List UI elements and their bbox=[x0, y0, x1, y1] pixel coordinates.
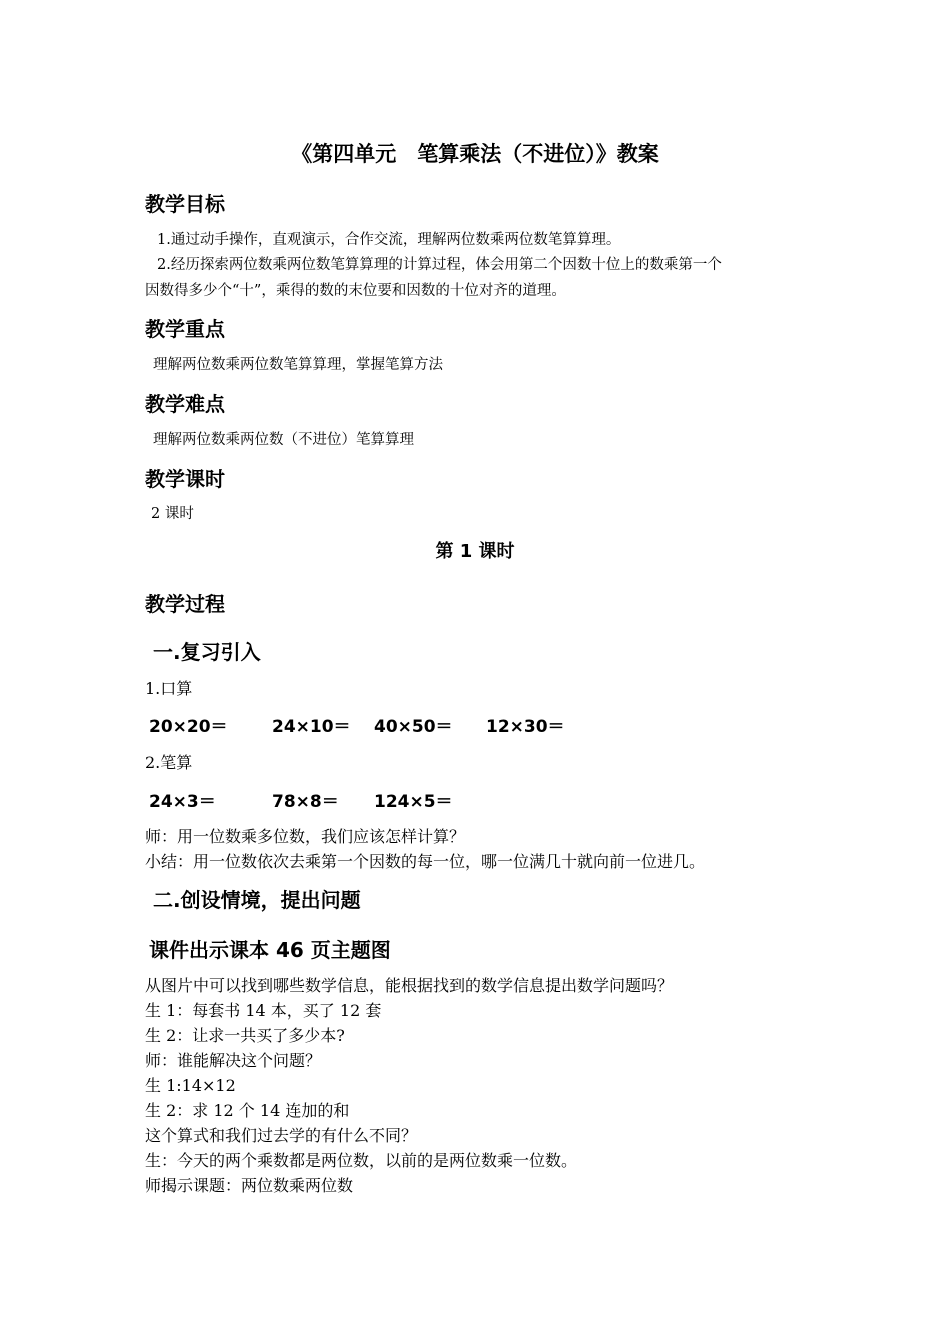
dialog-line: 生：今天的两个乘数都是两位数，以前的是两位数乘一位数。 bbox=[145, 1151, 578, 1170]
summary-text: 小结：用一位数依次去乘第一个因数的每一位，哪一位满几十就向前一位进几。 bbox=[145, 852, 706, 871]
objectives-heading: 教学目标 bbox=[145, 192, 225, 216]
dialog-line: 师揭示课题：两位数乘两位数 bbox=[145, 1176, 354, 1195]
objective-line-1: 1.通过动手操作，直观演示，合作交流，理解两位数乘两位数笔算算理。 bbox=[157, 232, 621, 248]
oral-label: 1.口算 bbox=[145, 679, 193, 698]
written-item-3: 124×5＝ bbox=[374, 792, 453, 812]
key-point-heading: 教学重点 bbox=[145, 317, 225, 341]
courseware-heading: 课件出示课本 46 页主题图 bbox=[149, 938, 391, 962]
written-item-1: 24×3＝ bbox=[149, 792, 216, 812]
difficulty-text: 理解两位数乘两位数（不进位）笔算算理 bbox=[153, 432, 414, 448]
oral-item-4: 12×30＝ bbox=[486, 717, 565, 737]
dialog-line: 从图片中可以找到哪些数学信息，能根据找到的数学信息提出数学问题吗？ bbox=[145, 976, 674, 995]
oral-item-2: 24×10＝ bbox=[272, 717, 351, 737]
process-heading: 教学过程 bbox=[145, 592, 225, 616]
difficulty-heading: 教学难点 bbox=[145, 392, 225, 416]
oral-item-1: 20×20＝ bbox=[149, 717, 228, 737]
section1-heading: 一.复习引入 bbox=[153, 640, 261, 664]
dialog-line: 师：谁能解决这个问题？ bbox=[145, 1051, 322, 1070]
written-label: 2.笔算 bbox=[145, 753, 193, 772]
lesson-title: 第 1 课时 bbox=[435, 541, 515, 562]
written-item-2: 78×8＝ bbox=[272, 792, 339, 812]
objective-line-2b: 因数得多少个“十”，乘得的数的末位要和因数的十位对齐的道理。 bbox=[145, 283, 566, 299]
hours-heading: 教学课时 bbox=[145, 467, 225, 491]
dialog-line: 生 1:14×12 bbox=[145, 1076, 236, 1095]
objective-line-2a: 2.经历探索两位数乘两位数笔算算理的计算过程，体会用第二个因数十位上的数乘第一个 bbox=[157, 257, 722, 273]
document-title: 《第四单元 笔算乘法（不进位）》教案 bbox=[291, 142, 659, 166]
dialog-line: 生 1：每套书 14 本，买了 12 套 bbox=[145, 1001, 382, 1020]
key-point-text: 理解两位数乘两位数笔算算理，掌握笔算方法 bbox=[153, 357, 443, 373]
dialog-line: 生 2：求 12 个 14 连加的和 bbox=[145, 1101, 350, 1120]
teacher-question: 师：用一位数乘多位数，我们应该怎样计算？ bbox=[145, 827, 466, 846]
dialog-line: 这个算式和我们过去学的有什么不同？ bbox=[145, 1126, 418, 1145]
hours-text: 2 课时 bbox=[151, 506, 194, 522]
section2-heading: 二.创设情境，提出问题 bbox=[153, 888, 361, 912]
oral-item-3: 40×50＝ bbox=[374, 717, 453, 737]
dialog-line: 生 2：让求一共买了多少本? bbox=[145, 1026, 345, 1045]
